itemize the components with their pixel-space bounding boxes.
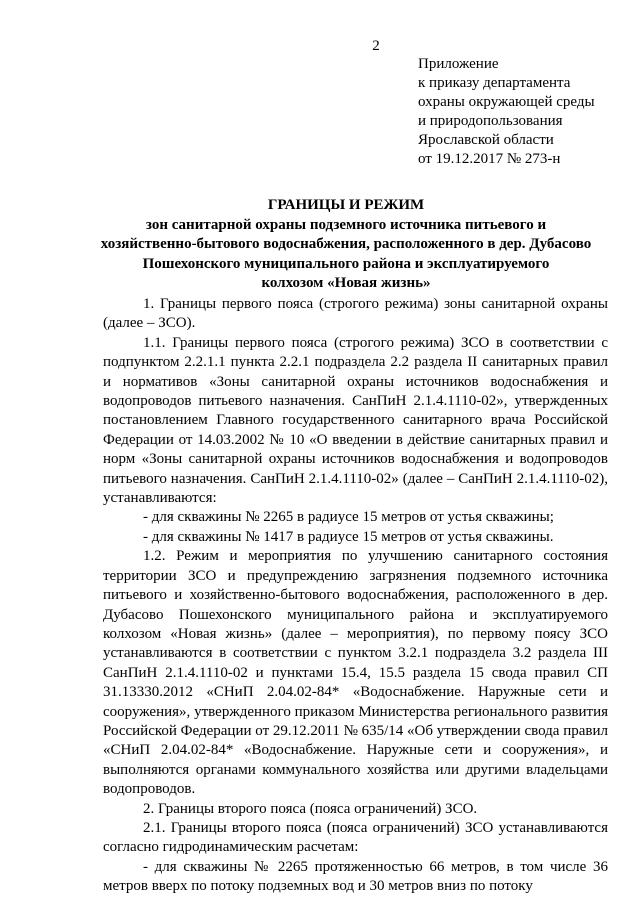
paragraph: 1.1. Границы первого пояса (строгого режима) ЗСО в соответствии с подпунктом 2.2.1.1 пункта 2.2.1 подраздела 2.2 раздела II санитарных правил и нормативов «Зоны санитарной охраны источников водоснабжения и водопроводов питьевого назначения. СанПиН 2.1.4.1110-02», утвержденных постановлением Главного государственного санитарного врача Российской Федерации от 14.03.2002 № 10 «О введении в действие санитарных правил и норм «Зоны санитарной охраны источников водоснабжения и водопроводов питьевого назначения. СанПиН 2.1.4.1110-02» (далее – СанПиН 2.1.4.1110-02), устанавливаются:	[103, 334, 608, 507]
list-item: - для скважины № 2265 протяженностью 66 метров, в том числе 36 метров вверх по потоку подземных вод и 30 метров вниз по потоку	[103, 858, 608, 895]
appendix-block	[418, 55, 595, 169]
title-line: колхозом «Новая жизнь»	[261, 275, 431, 291]
appendix-line: к приказу департамента	[418, 75, 571, 91]
title-line: зон санитарной охраны подземного источника питьевого и	[145, 216, 547, 233]
document-body	[103, 295, 608, 897]
document-title	[96, 196, 596, 294]
appendix-line: от 19.12.2017 № 273-н	[418, 151, 561, 167]
title-line: Пошехонского муниципального района и эксплуатируемого	[142, 255, 550, 272]
paragraph: 1.2. Режим и мероприятия по улучшению санитарного состояния территории ЗСО и предупреждению загрязнения подземного источника питьевого и хозяйственно-бытового водоснабжения, расположенного в дер. Дубасово Пошехонского муниципального района и эксплуатируемого колхозом «Новая жизнь» (далее – мероприятия), по первому поясу ЗСО устанавливаются в соответствии с пунктом 3.2.1 подраздела 3.2 раздела III СанПиН 2.1.4.1110-02 и пунктами 15.4, 15.5 раздела 15 свода правил СП 31.13330.2012 «СНиП 2.04.02-84* «Водоснабжение. Наружные сети и сооружения», утвержденного приказом Министерства регионального развития Российской Федерации от 29.12.2011 № 635/14 «Об утверждении свода правил «СНиП 2.04.02-84* «Водоснабжение. Наружные сети и сооружения», и выполняются органами коммунального хозяйства или другими владельцами водопроводов.	[103, 548, 608, 798]
appendix-line: Приложение	[418, 56, 499, 72]
list-item: - для скважины № 2265 в радиусе 15 метров от устья скважины;	[143, 509, 554, 526]
paragraph: 2. Границы второго пояса (пояса ограничений) ЗСО.	[143, 800, 478, 817]
paragraph: 1. Границы первого пояса (строгого режима) зоны санитарной охраны (далее – ЗСО).	[103, 296, 608, 332]
appendix-line: и природопользования	[418, 113, 563, 129]
appendix-line: охраны окружающей среды	[418, 94, 595, 110]
appendix-line: Ярославской области	[418, 132, 554, 148]
page-number: 2	[372, 38, 380, 54]
title-line: хозяйственно-бытового водоснабжения, расположенного в дер. Дубасово	[100, 236, 592, 252]
list-item: - для скважины № 1417 в радиусе 15 метров от устья скважины.	[143, 528, 554, 545]
title-line: ГРАНИЦЫ И РЕЖИМ	[267, 197, 425, 213]
paragraph: 2.1. Границы второго пояса (пояса ограничений) ЗСО устанавливаются согласно гидродинамическим расчетам:	[103, 819, 608, 856]
